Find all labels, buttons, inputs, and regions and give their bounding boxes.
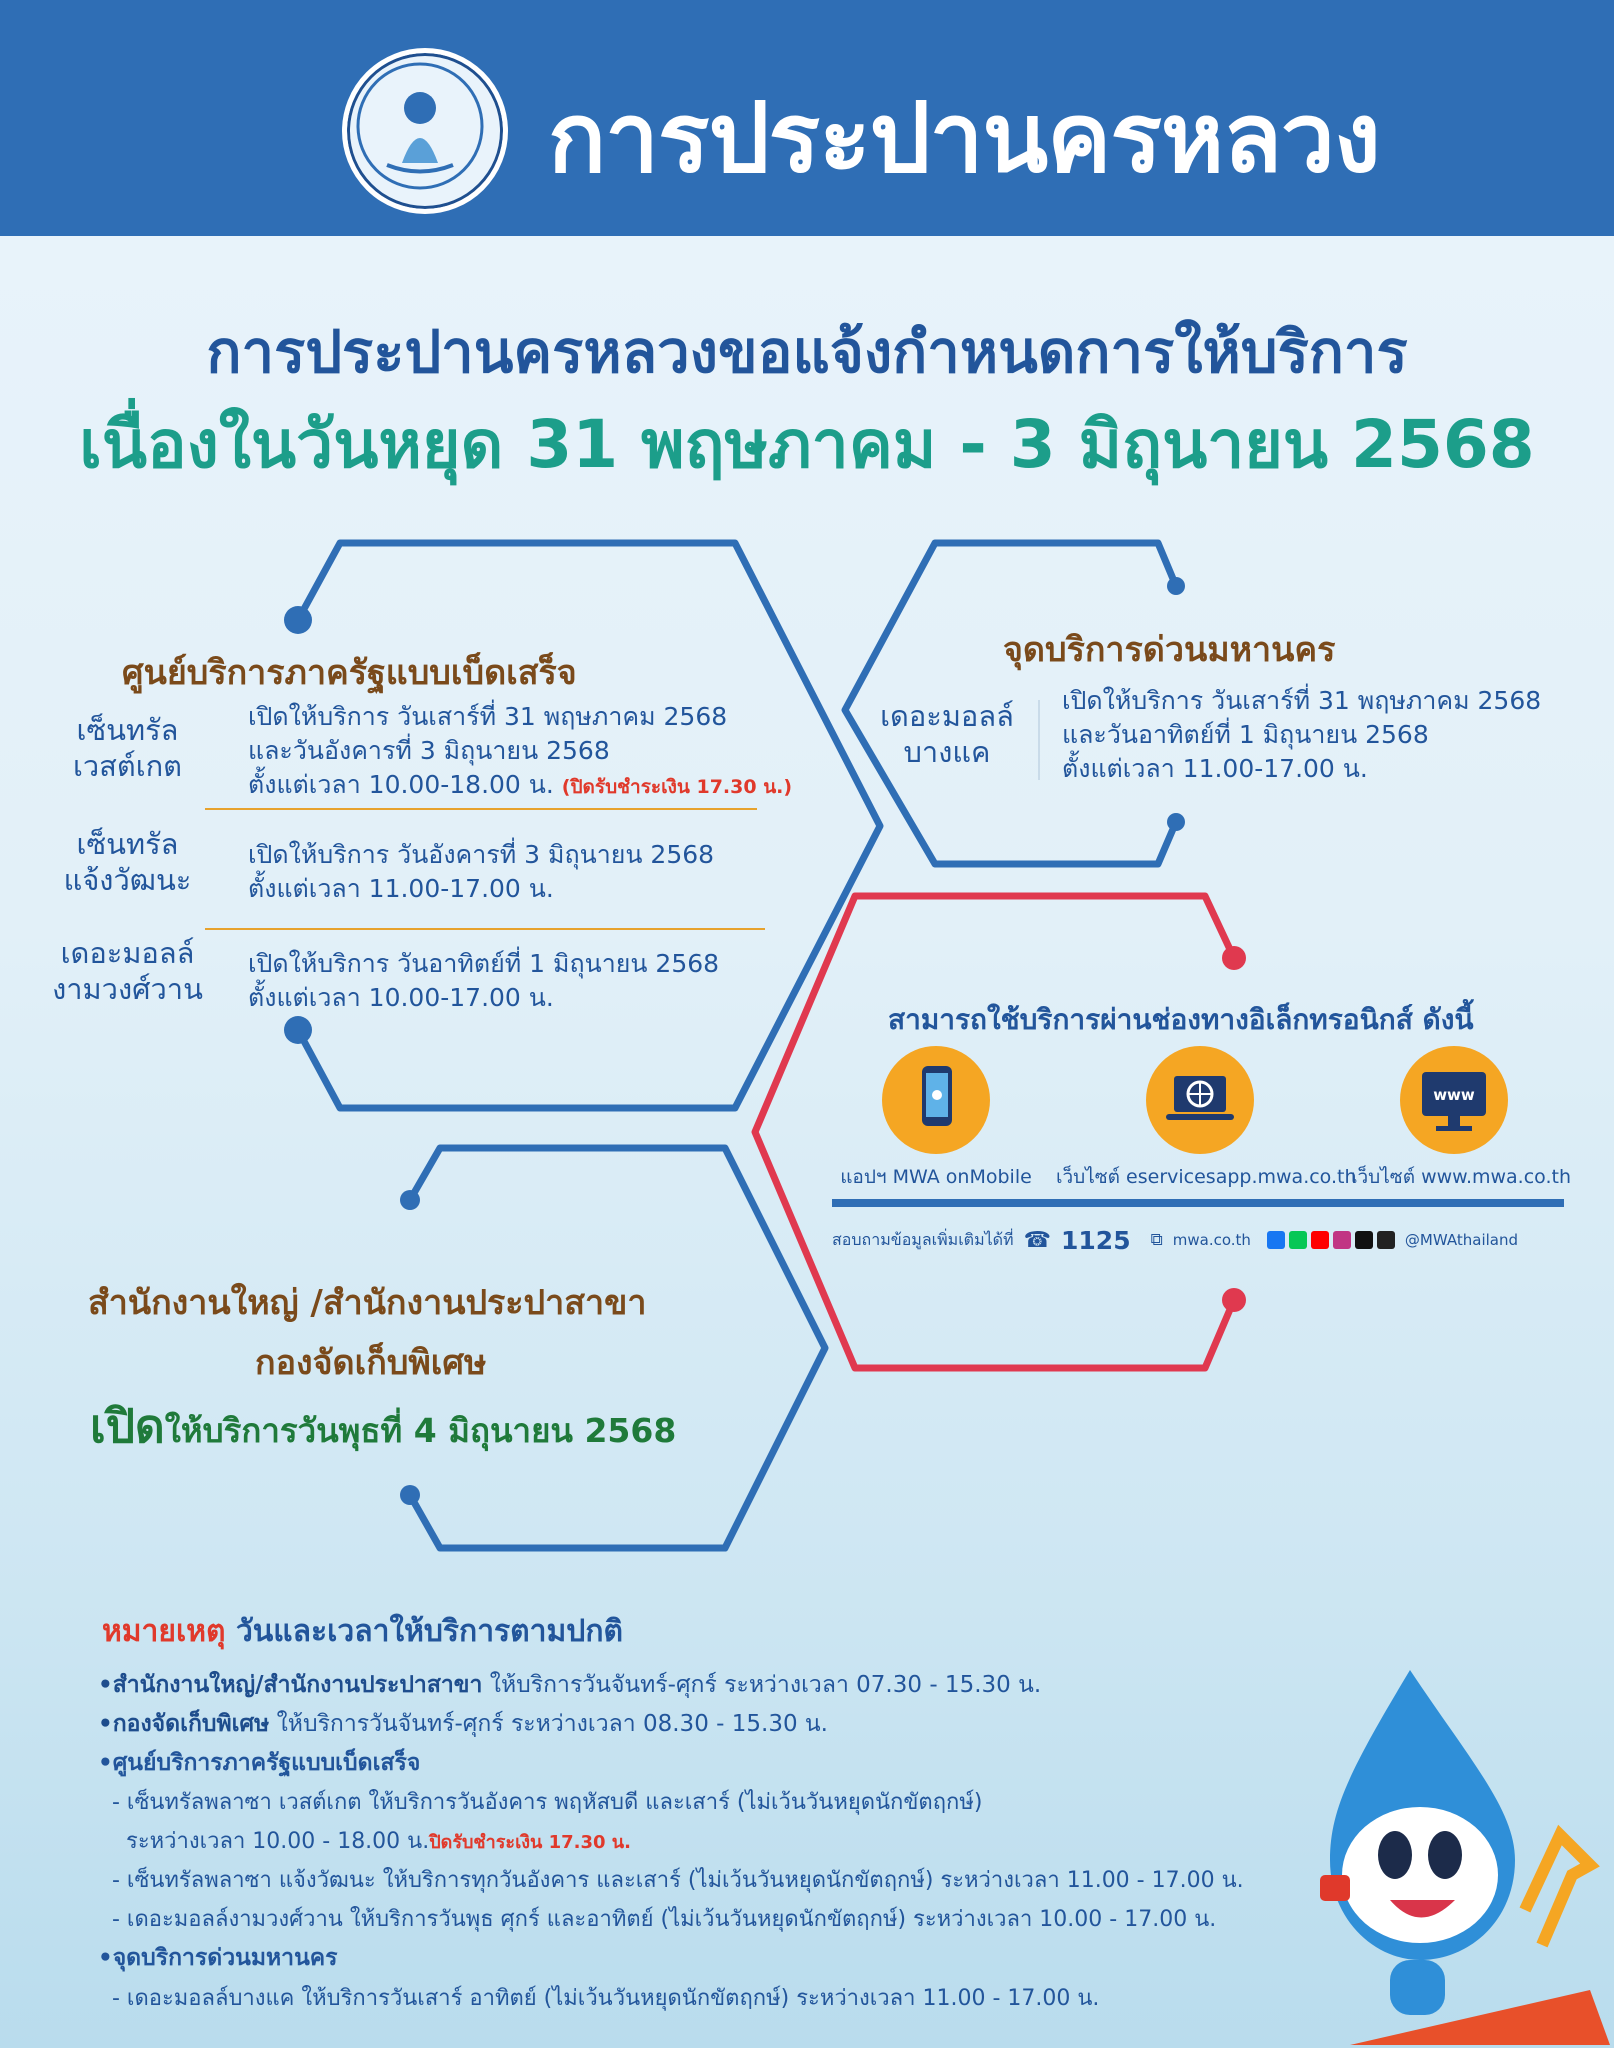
gov-center-details-chaengwattana: เปิดให้บริการ วันอังคารที่ 3 มิถุนายน 2568 ตั้งแต่เวลา 11.00-17.00 น. bbox=[248, 840, 715, 903]
phone-icon: ☎ bbox=[1023, 1227, 1052, 1253]
gov-center-location-chaengwattana: เซ็นทรัล แจ้งวัฒนะ bbox=[63, 827, 192, 897]
head-office-heading: สำนักงานใหญ่ /สำนักงานประปาสาขา bbox=[88, 1283, 647, 1323]
note-ngamwongwan: - เดอะมอลล์งามวงศ์วาน ให้บริการวันพุธ ศุกร์ และอาทิตย์ (ไม่เว้นวันหยุดนักขัตฤกษ์) ระหว่างเวลา 10.00 - 17.00 น. bbox=[112, 1907, 1217, 1932]
channel-label-website: เว็บไซต์ www.mwa.co.th bbox=[1351, 1166, 1571, 1188]
social-handle: @MWAthailand bbox=[1404, 1231, 1519, 1249]
note-westgate-time: ระหว่างเวลา 10.00 - 18.00 น.ปิดรับชำระเงิน 17.30 น. bbox=[126, 1829, 631, 1854]
note-special-collection: •กองจัดเก็บพิเศษ ให้บริการวันจันทร์-ศุกร์ ระหว่างเวลา 08.30 - 15.30 น. bbox=[98, 1711, 828, 1737]
line-icon[interactable] bbox=[1289, 1231, 1307, 1249]
gov-center-location-westgate: เซ็นทรัล เวสต์เกต bbox=[72, 713, 183, 783]
frame-gov-center bbox=[298, 543, 880, 1108]
channel-label-eservice: เว็บไซต์ eservicesapp.mwa.co.th bbox=[1056, 1166, 1357, 1188]
express-location: เดอะมอลล์ บางแค bbox=[880, 699, 1014, 769]
gov-center-heading: ศูนย์บริการภาครัฐแบบเบ็ดเสร็จ bbox=[122, 653, 577, 693]
online-heading: สามารถใช้บริการผ่านช่องทางอิเล็กทรอนิกส์ ดังนี้ bbox=[888, 1003, 1474, 1036]
gov-center-details-ngamwongwan: เปิดให้บริการ วันอาทิตย์ที่ 1 มิถุนายน 2568 ตั้งแต่เวลา 10.00-17.00 น. bbox=[248, 949, 720, 1012]
brand-title: การประปานครหลวง bbox=[548, 82, 1380, 194]
express-details: เปิดให้บริการ วันเสาร์ที่ 31 พฤษภาคม 2568 และวันอาทิตย์ที่ 1 มิถุนายน 2568 ตั้งแต่เวลา 11.00-17.00 น. bbox=[1062, 686, 1542, 783]
water-drop-mascot bbox=[1290, 1660, 1610, 2045]
payment-close-note: (ปิดรับชำระเงิน 17.30 น.) bbox=[561, 776, 793, 798]
facebook-icon[interactable] bbox=[1267, 1231, 1285, 1249]
divider bbox=[205, 808, 757, 810]
note-westgate: - เซ็นทรัลพลาซา เวสต์เกต ให้บริการวันอังคาร พฤหัสบดี และเสาร์ (ไม่เว้นวันหยุดนักขัตฤกษ์) bbox=[112, 1790, 983, 1815]
divider bbox=[832, 1199, 1564, 1207]
eservice-laptop-icon[interactable] bbox=[1146, 1046, 1254, 1154]
page-title: การประปานครหลวงขอแจ้งกำหนดการให้บริการ bbox=[206, 318, 1408, 386]
mwa-onmobile-icon[interactable] bbox=[882, 1046, 990, 1154]
divider bbox=[1038, 700, 1040, 780]
svg-text:www: www bbox=[1433, 1086, 1475, 1104]
page-subtitle: เนื่องในวันหยุด 31 พฤษภาคม - 3 มิถุนายน 2568 bbox=[79, 406, 1535, 483]
tiktok-icon[interactable] bbox=[1377, 1231, 1395, 1249]
divider bbox=[205, 928, 765, 930]
special-collection-heading: กองจัดเก็บพิเศษ bbox=[255, 1343, 487, 1383]
notes-heading: หมายเหตุ วันและเวลาให้บริการตามปกติ bbox=[102, 1614, 623, 1649]
note-gov-center: •ศูนย์บริการภาครัฐแบบเบ็ดเสร็จ bbox=[98, 1750, 421, 1776]
hotline-number[interactable]: 1125 bbox=[1061, 1225, 1131, 1255]
head-office-open-date: เปิดให้บริการวันพุธที่ 4 มิถุนายน 2568 bbox=[90, 1399, 677, 1453]
note-bangkae: - เดอะมอลล์บางแค ให้บริการวันเสาร์ อาทิตย์ (ไม่เว้นวันหยุดนักขัตฤกษ์) ระหว่างเวลา 11.00 - 17.00 น. bbox=[112, 1986, 1100, 2011]
website-link[interactable]: mwa.co.th bbox=[1172, 1231, 1251, 1249]
note-chaengwattana: - เซ็นทรัลพลาซา แจ้งวัฒนะ ให้บริการทุกวันอังคาร และเสาร์ (ไม่เว้นวันหยุดนักขัตฤกษ์) ระหว่างเวลา 11.00 - 17.00 น. bbox=[112, 1868, 1244, 1893]
note-head-office: •สำนักงานใหญ่/สำนักงานประปาสาขา ให้บริการวันจันทร์-ศุกร์ ระหว่างเวลา 07.30 - 15.30 น. bbox=[98, 1672, 1042, 1698]
website-monitor-icon[interactable] bbox=[1400, 1046, 1508, 1154]
instagram-icon[interactable] bbox=[1333, 1231, 1351, 1249]
gov-center-details-westgate: เปิดให้บริการ วันเสาร์ที่ 31 พฤษภาคม 2568 และวันอังคารที่ 3 มิถุนายน 2568 ตั้งแต่เวลา 10.00-18.00 น. (ปิดรับชำระเงิน 17.30 น.) bbox=[248, 702, 793, 799]
contact-bar bbox=[832, 1222, 1572, 1258]
link-icon: ⧉ bbox=[1150, 1230, 1163, 1250]
youtube-icon[interactable] bbox=[1311, 1231, 1329, 1249]
gov-center-location-ngamwongwan: เดอะมอลล์ งามวงศ์วาน bbox=[52, 936, 203, 1006]
note-express: •จุดบริการด่วนมหานคร bbox=[98, 1945, 338, 1971]
channel-label-mobile: แอปฯ MWA onMobile bbox=[840, 1166, 1032, 1188]
express-heading: จุดบริการด่วนมหานคร bbox=[1003, 630, 1336, 670]
contact-label: สอบถามข้อมูลเพิ่มเติมได้ที่ bbox=[832, 1229, 1014, 1249]
x-icon[interactable] bbox=[1355, 1231, 1373, 1249]
